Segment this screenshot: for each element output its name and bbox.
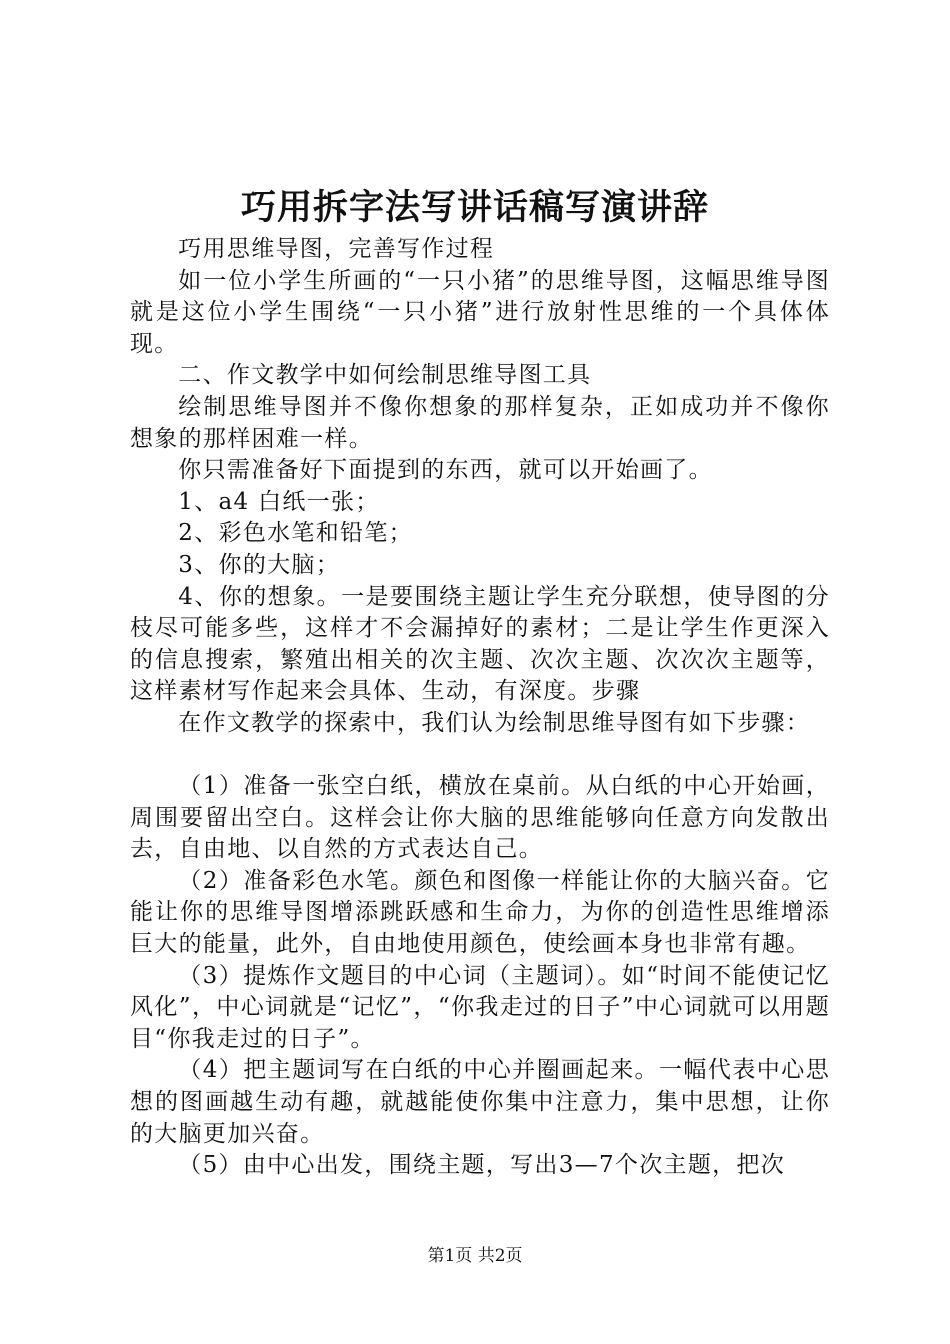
step-paragraph: （5）由中心出发，围绕主题，写出3—7个次主题，把次 — [178, 1152, 785, 1179]
paragraph: 你只需准备好下面提到的东西，就可以开始画了。 — [178, 457, 713, 484]
document-title: 巧用拆字法写讲话稿写演讲辞 — [240, 188, 709, 228]
list-item: 3、你的大脑； — [178, 551, 341, 578]
document-body — [130, 234, 830, 1182]
page-footer: 第1页 共2页 — [427, 1246, 523, 1266]
step-paragraph: （2）准备彩色水笔。颜色和图像一样能让你的大脑兴奋。它能让你的思维导图增添跳跃感和生命力，为你的创造性思维增添巨大的能量，此外，自由地使用颜色，使绘画本身也非常有趣。 — [130, 867, 830, 958]
paragraph: 在作文教学的探索中，我们认为绘制思维导图有如下步骤： — [178, 709, 811, 736]
paragraph: 绘制思维导图并不像你想象的那样复杂，正如成功并不像你想象的那样困难一样。 — [130, 393, 830, 452]
step-paragraph: （3）提炼作文题目的中心词（主题词）。如“时间不能使记忆风化”，中心词就是“记忆”，“你我走过的日子”中心词就可以用题目“你我走过的日子”。 — [130, 962, 830, 1052]
paragraph: 巧用思维导图，完善写作过程 — [178, 236, 495, 262]
step-paragraph: （4）把主题词写在白纸的中心并圈画起来。一幅代表中心思想的图画越生动有趣，就越能使你集中注意力，集中思想，让你的大脑更加兴奋。 — [130, 1057, 830, 1147]
step-paragraph: （1）准备一张空白纸，横放在桌前。从白纸的中心开始画，周围要留出空白。这样会让你大脑的思维能够向任意方向发散出去，自由地、以自然的方式表达自己。 — [130, 773, 830, 863]
list-item: 4、你的想象。一是要围绕主题让学生充分联想，使导图的分枝尽可能多些，这样才不会漏掉好的素材；二是让学生作更深入的信息搜索，繁殖出相关的次主题、次次主题、次次次主题等，这样素材写作起来会具体、生动，有深度。步骤 — [130, 583, 830, 705]
paragraph: 二、作文教学中如何绘制思维导图工具 — [178, 362, 592, 389]
list-item: 2、彩色水笔和铅笔； — [178, 520, 413, 547]
paragraph: 如一位小学生所画的“一只小猪”的思维导图，这幅思维导图就是这位小学生围绕“一只小猪”进行放射性思维的一个具体体现。 — [130, 267, 830, 357]
list-item: 1、a4 白纸一张； — [178, 488, 380, 515]
